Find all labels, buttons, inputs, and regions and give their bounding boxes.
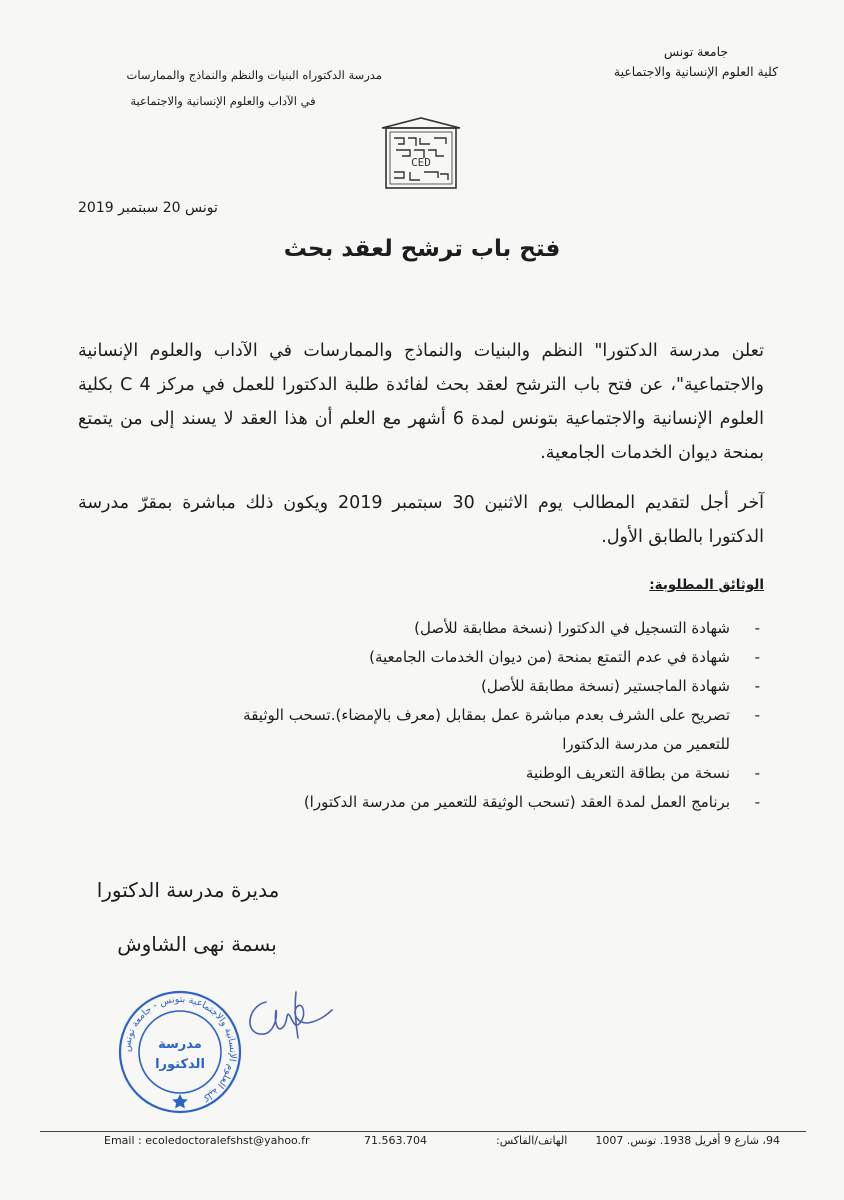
school-name-line1: مدرسة الدكتوراه البنيات والنظم والنماذج والممارسات: [126, 68, 382, 82]
announcement-paragraph: تعلن مدرسة الدكتورا" النظم والبنيات والنماذج والممارسات في الآداب والعلوم الإنسانية والاجتماعية"، عن فتح باب الترشح لعقد بحث لفائدة طلبة الدكتورا للعمل في مركز C 4 بكلية العلوم الإنسانية والاجتماعية بتونس لمدة 6 أشهر مع العلم أن هذا العقد لا يسند إلى من يتمتع بمنحة ديوان الخدمات الجامعية.: [78, 341, 764, 463]
university-name: جامعة تونس: [663, 44, 729, 59]
star-icon: [172, 1094, 188, 1109]
list-item: - تصريح على الشرف بعدم مباشرة عمل بمقابل (معرف بالإمضاء).تسحب الوثيقة للتعمير من مدرسة الدكتورا: [202, 701, 764, 759]
document-title: فتح باب ترشح لعقد بحث: [283, 236, 561, 262]
document-date: تونس 20 سبتمبر 2019: [78, 200, 218, 216]
director-title: مديرة مدرسة الدكتورا: [96, 878, 280, 902]
logo-text-mid: CED: [411, 156, 431, 169]
list-item: - شهادة في عدم التمتع بمنحة (من ديوان الخدمات الجامعية): [202, 643, 764, 672]
director-name: بسمة نهى الشاوش: [117, 932, 277, 956]
list-item: - شهادة التسجيل في الدكتورا (نسخة مطابقة للأصل): [202, 614, 764, 643]
required-documents-heading: الوثائق المطلوبة:: [649, 577, 764, 593]
footer-email: Email : ecoledoctoralefshst@yahoo.fr: [104, 1134, 310, 1147]
footer-phone: 71.563.704: [364, 1134, 427, 1147]
official-stamp: [118, 990, 242, 1114]
required-documents-list: [202, 614, 764, 817]
handwritten-signature: [238, 980, 338, 1050]
footer-divider: [40, 1131, 806, 1132]
school-logo: [378, 116, 464, 190]
school-name-line2: في الآداب والعلوم الإنسانية والاجتماعية: [130, 94, 316, 108]
university-header: [586, 42, 806, 82]
deadline-paragraph: آخر أجل لتقديم المطالب يوم الاثنين 30 سبتمبر 2019 ويكون ذلك مباشرة بمقرّ مدرسة الدكتورا بالطابق الأول.: [78, 493, 765, 547]
stamp-center-line2: الدكتورا: [155, 1057, 205, 1072]
list-item: - نسخة من بطاقة التعريف الوطنية: [202, 759, 764, 788]
footer-phone-label: الهاتف/الفاكس:: [496, 1134, 568, 1147]
list-item: - شهادة الماجستير (نسخة مطابقة للأصل): [202, 672, 764, 701]
faculty-name: كلية العلوم الإنسانية والاجتماعية: [613, 64, 779, 79]
list-item: - برنامج العمل لمدة العقد (تسحب الوثيقة للتعمير من مدرسة الدكتورا): [202, 788, 764, 817]
school-header: [82, 62, 382, 114]
footer-address: 94، شارع 9 أفريل 1938. تونس. 1007: [595, 1134, 780, 1147]
stamp-ring-text: كلية العلوم الإنسانية والاجتماعية بتونس - جامعة تونس: [121, 993, 239, 1104]
stamp-center-line1: مدرسة: [158, 1037, 202, 1052]
